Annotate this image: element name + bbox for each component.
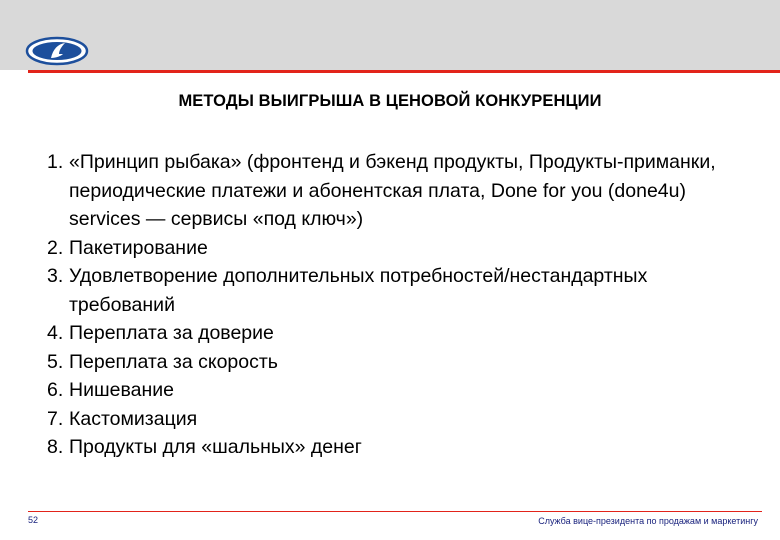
slide-title: МЕТОДЫ ВЫИГРЫША В ЦЕНОВОЙ КОНКУРЕНЦИИ <box>178 92 602 110</box>
list-item-text: Переплата за доверие <box>69 322 274 344</box>
list-item-number: 5. <box>47 350 64 373</box>
list-item-text: Нишевание <box>69 379 174 401</box>
footer-department: Служба вице-президента по продажам и маркетингу <box>538 516 758 526</box>
list-item-text: Кастомизация <box>69 407 198 430</box>
list-item-text: «Принцип рыбака» (фронтенд и бэкенд продукты, Продукты-приманки, периодические платежи и абонентская плата, Done for you (done4u) services — сервисы «под ключ») <box>69 151 716 230</box>
list-item-number: 8. <box>47 436 64 458</box>
header-band <box>0 0 780 70</box>
list-item-number: 6. <box>47 379 64 401</box>
footer-divider <box>28 511 762 512</box>
list-item-text: Удовлетворение дополнительных потребностей/нестандартных требований <box>69 265 648 316</box>
list-item-number: 4. <box>47 322 64 344</box>
header-divider <box>28 70 780 73</box>
lada-logo-icon <box>25 35 89 67</box>
list-item <box>47 376 747 405</box>
page-number: 52 <box>28 515 39 525</box>
list-item <box>47 319 747 348</box>
list-item-number: 3. <box>47 265 64 287</box>
list-item-text: Переплата за скорость <box>69 350 278 373</box>
list-item <box>47 405 747 434</box>
list-item-number: 2. <box>47 236 64 259</box>
list-item <box>47 262 747 319</box>
list-item-text: Продукты для «шальных» денег <box>69 436 362 458</box>
list-item-number: 1. <box>47 151 64 173</box>
list-item <box>47 234 747 263</box>
methods-list <box>47 148 747 462</box>
list-item-number: 7. <box>47 407 64 430</box>
list-item <box>47 348 747 377</box>
list-item <box>47 433 747 462</box>
list-item-text: Пакетирование <box>69 236 208 259</box>
list-item <box>47 148 747 234</box>
